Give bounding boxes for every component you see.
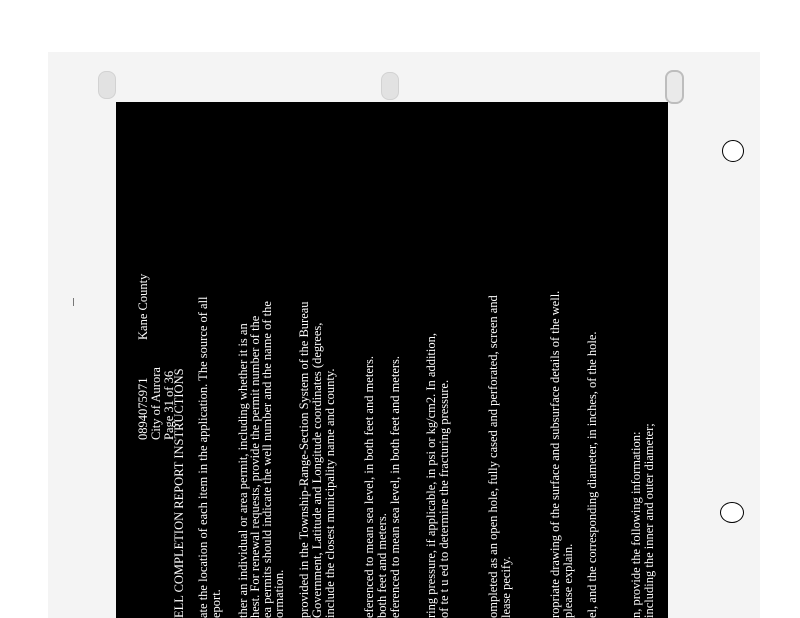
- text-line: ring pressure, if applicable, in psi or kg/cm2. In addition,: [424, 332, 438, 618]
- text-line: ate the location of each item in the application. The source of all: [196, 296, 210, 618]
- punch-hole: [98, 71, 116, 99]
- header-doc-id: 0894075971: [136, 377, 150, 440]
- document-page: [116, 102, 668, 618]
- text-line: eferenced to mean sea level, in both feet and meters.: [388, 355, 402, 618]
- text-line: ropriate drawing of the surface and subsurface details of the well.: [548, 290, 562, 618]
- text-line: eport.: [209, 589, 223, 618]
- text-line: both feet and meters.: [375, 513, 389, 618]
- text-line: ompleted as an open hole, fully cased and perforated, screen and: [486, 295, 500, 618]
- text-line: include the closest municipality name and county.: [323, 368, 337, 618]
- punch-hole: [665, 70, 684, 104]
- scan-speck: [73, 298, 74, 306]
- text-line: lease pecify.: [499, 556, 513, 618]
- header-page: Page 31 of 36: [162, 370, 176, 440]
- header-city: City of Aurora: [149, 367, 163, 440]
- rotated-content: [116, 102, 668, 618]
- punch-hole: [381, 72, 399, 100]
- binder-ring: [720, 502, 744, 523]
- text-line: ther an individual or area permit, including whether it is an: [236, 323, 250, 618]
- text-line: ormation.: [272, 569, 286, 618]
- text-line: ea permits should indicate the well number and the name of the: [260, 301, 274, 618]
- header-county: Kane County: [136, 273, 150, 340]
- text-line: Government, Latitude and Longitude coordinates (degrees,: [310, 322, 324, 618]
- text-line: el, and the corresponding diameter, in inches, of the hole.: [585, 331, 599, 618]
- text-line: of te t u ed to determine the fracturing pressure.: [437, 379, 451, 618]
- text-line: please explain.: [561, 543, 575, 618]
- text-line: provided in the Township-Range-Section System of the Bureau: [297, 301, 311, 618]
- text-line: hest. For renewal requests, provide the permit number of the: [248, 315, 262, 618]
- binder-ring: [722, 140, 744, 162]
- doc-title: ELL COMPLETION REPORT INSTRUCTIONS: [172, 368, 186, 618]
- text-line: eferenced to mean sea level, in both feet and meters.: [362, 355, 376, 618]
- text-line: including the inner and outer diameter;: [642, 423, 656, 618]
- text-line: n, provide the following information:: [629, 431, 643, 618]
